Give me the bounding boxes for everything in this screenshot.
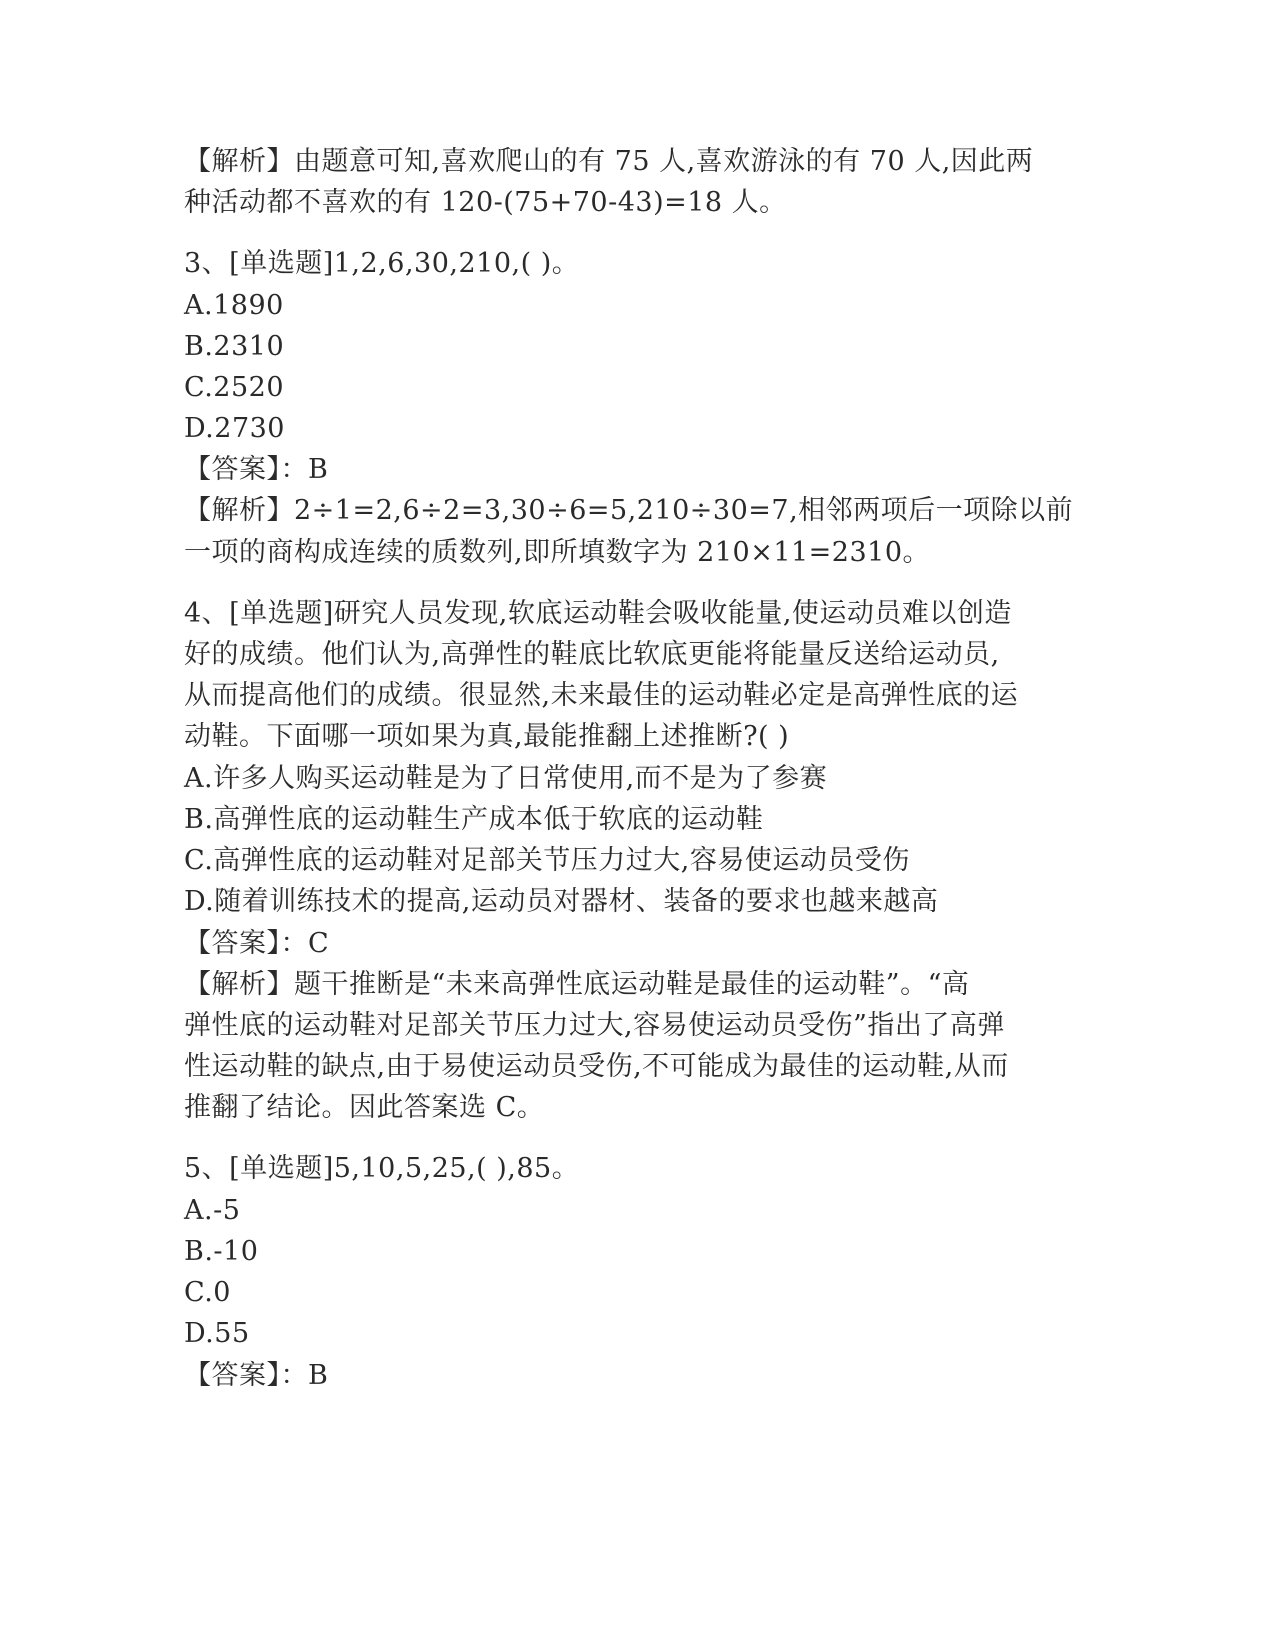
option-c: C.2520 — [184, 372, 284, 403]
answer-text: 【答案】：B — [184, 1360, 329, 1391]
question-title: 5、[单选题]5,10,5,25,( ),85。 — [184, 1153, 580, 1184]
question-title: 3、[单选题]1,2,6,30,210,( )。 — [184, 248, 580, 279]
analysis-text: 弹性底的运动鞋对足部关节压力过大,容易使运动员受伤”指出了高弹 — [184, 1010, 1005, 1041]
question-title: 4、[单选题]研究人员发现,软底运动鞋会吸收能量,使运动员难以创造 — [184, 598, 1012, 629]
option-b: B.-10 — [184, 1236, 259, 1267]
answer-text: 【答案】：C — [184, 928, 330, 959]
option-a: A.1890 — [184, 290, 284, 321]
option-c: C.高弹性底的运动鞋对足部关节压力过大,容易使运动员受伤 — [184, 845, 910, 876]
option-d: D.2730 — [184, 413, 285, 444]
option-a: A.-5 — [184, 1195, 241, 1226]
analysis-text: 种活动都不喜欢的有 120-(75+70-43)=18 人。 — [184, 187, 787, 218]
option-d: D.随着训练技术的提高,运动员对器材、装备的要求也越来越高 — [184, 886, 939, 917]
analysis-text: 【解析】题干推断是“未来高弹性底运动鞋是最佳的运动鞋”。“高 — [184, 969, 970, 1000]
analysis-text: 推翻了结论。因此答案选 C。 — [184, 1092, 545, 1123]
answer-text: 【答案】：B — [184, 454, 329, 485]
analysis-text: 【解析】2÷1=2,6÷2=3,30÷6=5,210÷30=7,相邻两项后一项除以前 — [184, 495, 1074, 526]
question-text: 动鞋。下面哪一项如果为真,最能推翻上述推断?( ) — [184, 721, 790, 752]
option-b: B.高弹性底的运动鞋生产成本低于软底的运动鞋 — [184, 804, 764, 835]
question-text: 从而提高他们的成绩。很显然,未来最佳的运动鞋必定是高弹性底的运 — [184, 680, 1019, 711]
question-text: 好的成绩。他们认为,高弹性的鞋底比软底更能将能量反送给运动员, — [184, 639, 1000, 670]
analysis-text: 性运动鞋的缺点,由于易使运动员受伤,不可能成为最佳的运动鞋,从而 — [184, 1051, 1009, 1082]
option-c: C.0 — [184, 1277, 231, 1308]
analysis-text: 【解析】由题意可知,喜欢爬山的有 75 人,喜欢游泳的有 70 人,因此两 — [184, 146, 1034, 177]
option-b: B.2310 — [184, 331, 285, 362]
option-a: A.许多人购买运动鞋是为了日常使用,而不是为了参赛 — [184, 763, 828, 794]
option-d: D.55 — [184, 1318, 250, 1349]
analysis-text: 一项的商构成连续的质数列,即所填数字为 210×11=2310。 — [184, 537, 931, 568]
